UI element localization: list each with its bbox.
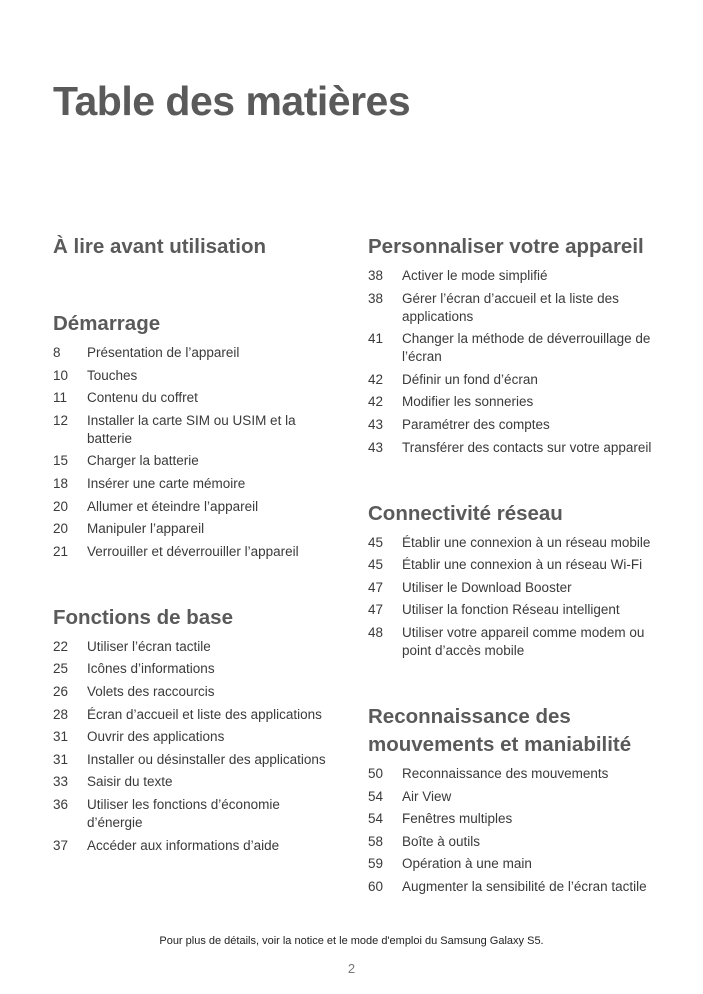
toc-entry-label: Contenu du coffret	[87, 390, 198, 406]
toc-entry-label: Fenêtres multiples	[402, 811, 513, 827]
toc-page-number: 33	[53, 774, 69, 790]
toc-page-number: 45	[368, 557, 384, 573]
toc-section-personnaliser	[368, 233, 658, 457]
toc-entry[interactable]	[53, 520, 343, 538]
toc-entry-label: Établir une connexion à un réseau Wi-Fi	[402, 557, 643, 573]
toc-entry[interactable]	[53, 751, 343, 769]
toc-entry-label: Installer ou désinstaller des applications	[87, 751, 326, 767]
toc-page-number: 15	[53, 453, 69, 469]
toc-entry[interactable]	[53, 412, 343, 448]
section-title[interactable]: Personnaliser votre appareil	[368, 235, 644, 258]
toc-entry-label: Définir un fond d’écran	[402, 371, 538, 387]
toc-entry[interactable]	[368, 810, 658, 828]
toc-entry-label: Utiliser votre appareil comme modem ou point d’accès mobile	[402, 624, 645, 658]
toc-entry-label: Activer le mode simplifié	[402, 268, 548, 283]
toc-page-number: 59	[368, 856, 384, 872]
toc-page-number: 22	[53, 638, 69, 654]
toc-entry[interactable]	[53, 660, 343, 678]
toc-page-number: 47	[368, 579, 384, 595]
toc-entry[interactable]	[368, 556, 658, 574]
toc-entry-label: Paramétrer des comptes	[402, 416, 550, 432]
section-title[interactable]: Démarrage	[53, 312, 161, 335]
toc-entry[interactable]	[53, 344, 343, 362]
toc-page-number: 38	[368, 268, 384, 283]
toc-entry[interactable]	[53, 706, 343, 724]
toc-page-number: 21	[53, 543, 69, 559]
toc-entry[interactable]	[53, 796, 343, 832]
toc-page-number: 12	[53, 412, 69, 428]
toc-page-number: 8	[53, 345, 61, 360]
toc-page-number: 11	[53, 390, 68, 406]
toc-entry[interactable]	[53, 389, 343, 407]
toc-page-number: 26	[53, 683, 69, 699]
toc-entry[interactable]	[53, 773, 343, 791]
toc-entry-label: Charger la batterie	[87, 453, 199, 469]
toc-section-mouvements	[368, 703, 658, 896]
toc-entry[interactable]	[368, 765, 658, 783]
toc-entry[interactable]	[368, 878, 658, 896]
toc-entry[interactable]	[368, 290, 658, 326]
toc-page-number: 54	[368, 788, 384, 804]
toc-entry[interactable]	[368, 833, 658, 851]
toc-entry[interactable]	[53, 452, 343, 470]
page-number: 2	[347, 961, 356, 976]
section-title[interactable]: À lire avant utilisation	[53, 235, 267, 258]
toc-list	[368, 765, 658, 896]
toc-entry-label: Présentation de l’appareil	[87, 345, 240, 360]
toc-list	[53, 344, 343, 561]
toc-entry-label: Accéder aux informations d’aide	[87, 837, 280, 853]
toc-page-number: 37	[53, 837, 69, 853]
toc-entry-label: Établir une connexion à un réseau mobile	[402, 534, 651, 550]
toc-page-number: 60	[368, 878, 384, 894]
toc-entry[interactable]	[368, 624, 658, 660]
toc-entry[interactable]	[368, 393, 658, 411]
toc-entry-label: Reconnaissance des mouvements	[402, 765, 609, 781]
section-title[interactable]: Reconnaissance des mouvements et maniabilité	[368, 704, 632, 756]
toc-entry-label: Utiliser la fonction Réseau intelligent	[402, 602, 620, 618]
toc-entry[interactable]	[368, 601, 658, 619]
toc-left-column	[53, 233, 343, 859]
toc-page-number: 31	[53, 729, 69, 745]
toc-entry[interactable]	[368, 855, 658, 873]
toc-entry-label: Touches	[87, 367, 138, 383]
toc-page-number: 28	[53, 706, 69, 722]
toc-entry[interactable]	[53, 475, 343, 493]
toc-entry-label: Transférer des contacts sur votre appareil	[402, 439, 652, 455]
toc-entry[interactable]	[368, 439, 658, 457]
toc-entry[interactable]	[53, 367, 343, 385]
toc-entry-label: Utiliser les fonctions d’économie d’énergie	[87, 796, 280, 830]
toc-entry[interactable]	[368, 371, 658, 389]
toc-entry-label: Augmenter la sensibilité de l’écran tactile	[402, 878, 647, 894]
toc-entry-label: Opération à une main	[402, 856, 532, 872]
toc-entry[interactable]	[368, 416, 658, 434]
toc-entry[interactable]	[368, 534, 658, 552]
toc-entry-label: Installer la carte SIM ou USIM et la batterie	[87, 412, 296, 446]
toc-entry-label: Écran d’accueil et liste des applications	[87, 706, 322, 722]
toc-page-number: 20	[53, 498, 69, 514]
toc-page-number: 47	[368, 602, 384, 618]
toc-entry-label: Ouvrir des applications	[87, 729, 225, 745]
toc-page-number: 18	[53, 475, 69, 491]
toc-list	[368, 534, 658, 660]
toc-page-number: 45	[368, 534, 384, 550]
toc-page-number: 36	[53, 796, 69, 812]
toc-page-number: 43	[368, 439, 384, 455]
toc-entry-label: Boîte à outils	[402, 833, 481, 849]
toc-page-number: 43	[368, 416, 384, 432]
toc-entry[interactable]	[53, 683, 343, 701]
toc-list	[53, 638, 343, 855]
toc-entry[interactable]	[53, 837, 343, 855]
toc-entry[interactable]	[368, 267, 658, 285]
toc-page-number: 58	[368, 833, 384, 849]
toc-entry-label: Volets des raccourcis	[87, 683, 215, 699]
toc-page-number: 38	[368, 290, 384, 306]
toc-entry[interactable]	[53, 543, 343, 561]
toc-section-a-lire	[53, 233, 343, 261]
toc-right-column	[368, 233, 658, 901]
toc-section-fonctions-de-base	[53, 604, 343, 855]
toc-page-number: 41	[368, 331, 384, 347]
toc-entry[interactable]	[53, 638, 343, 656]
toc-entry-label: Icônes d’informations	[87, 661, 215, 677]
toc-entry-label: Utiliser l’écran tactile	[87, 638, 211, 654]
toc-page-number: 48	[368, 624, 384, 640]
toc-entry-label: Verrouiller et déverrouiller l’appareil	[87, 543, 299, 559]
toc-entry[interactable]	[53, 498, 343, 516]
section-title[interactable]: Fonctions de base	[53, 605, 233, 629]
toc-entry[interactable]	[368, 330, 658, 366]
section-title[interactable]: Connectivité réseau	[368, 501, 563, 525]
toc-page-number: 31	[53, 751, 69, 767]
toc-page-number: 54	[368, 811, 384, 827]
toc-list	[368, 267, 658, 457]
toc-page-number: 10	[53, 367, 69, 383]
footer-note: Pour plus de détails, voir la notice et le mode d'emploi du Samsung Galaxy S5.	[159, 935, 544, 947]
toc-entry-label: Modifier les sonneries	[402, 394, 534, 410]
page-title: Table des matières	[53, 78, 411, 124]
toc-page-number: 50	[368, 765, 384, 781]
toc-entry-label: Changer la méthode de déverrouillage de l’écran	[402, 331, 651, 365]
toc-entry[interactable]	[368, 788, 658, 806]
toc-entry-label: Manipuler l’appareil	[87, 521, 205, 537]
toc-page-number: 25	[53, 661, 69, 677]
toc-section-demarrage	[53, 310, 343, 561]
toc-entry[interactable]	[53, 728, 343, 746]
toc-entry-label: Air View	[402, 788, 452, 804]
toc-entry[interactable]	[368, 579, 658, 597]
toc-page-number: 42	[368, 394, 384, 410]
toc-page-number: 42	[368, 371, 384, 387]
toc-section-connectivite	[368, 500, 658, 660]
toc-entry-label: Allumer et éteindre l’appareil	[87, 498, 259, 514]
toc-entry-label: Gérer l’écran d’accueil et la liste des applications	[402, 290, 619, 324]
toc-entry-label: Utiliser le Download Booster	[402, 579, 572, 595]
toc-page-number: 20	[53, 521, 69, 537]
toc-entry-label: Saisir du texte	[87, 774, 173, 790]
toc-entry-label: Insérer une carte mémoire	[87, 475, 246, 491]
